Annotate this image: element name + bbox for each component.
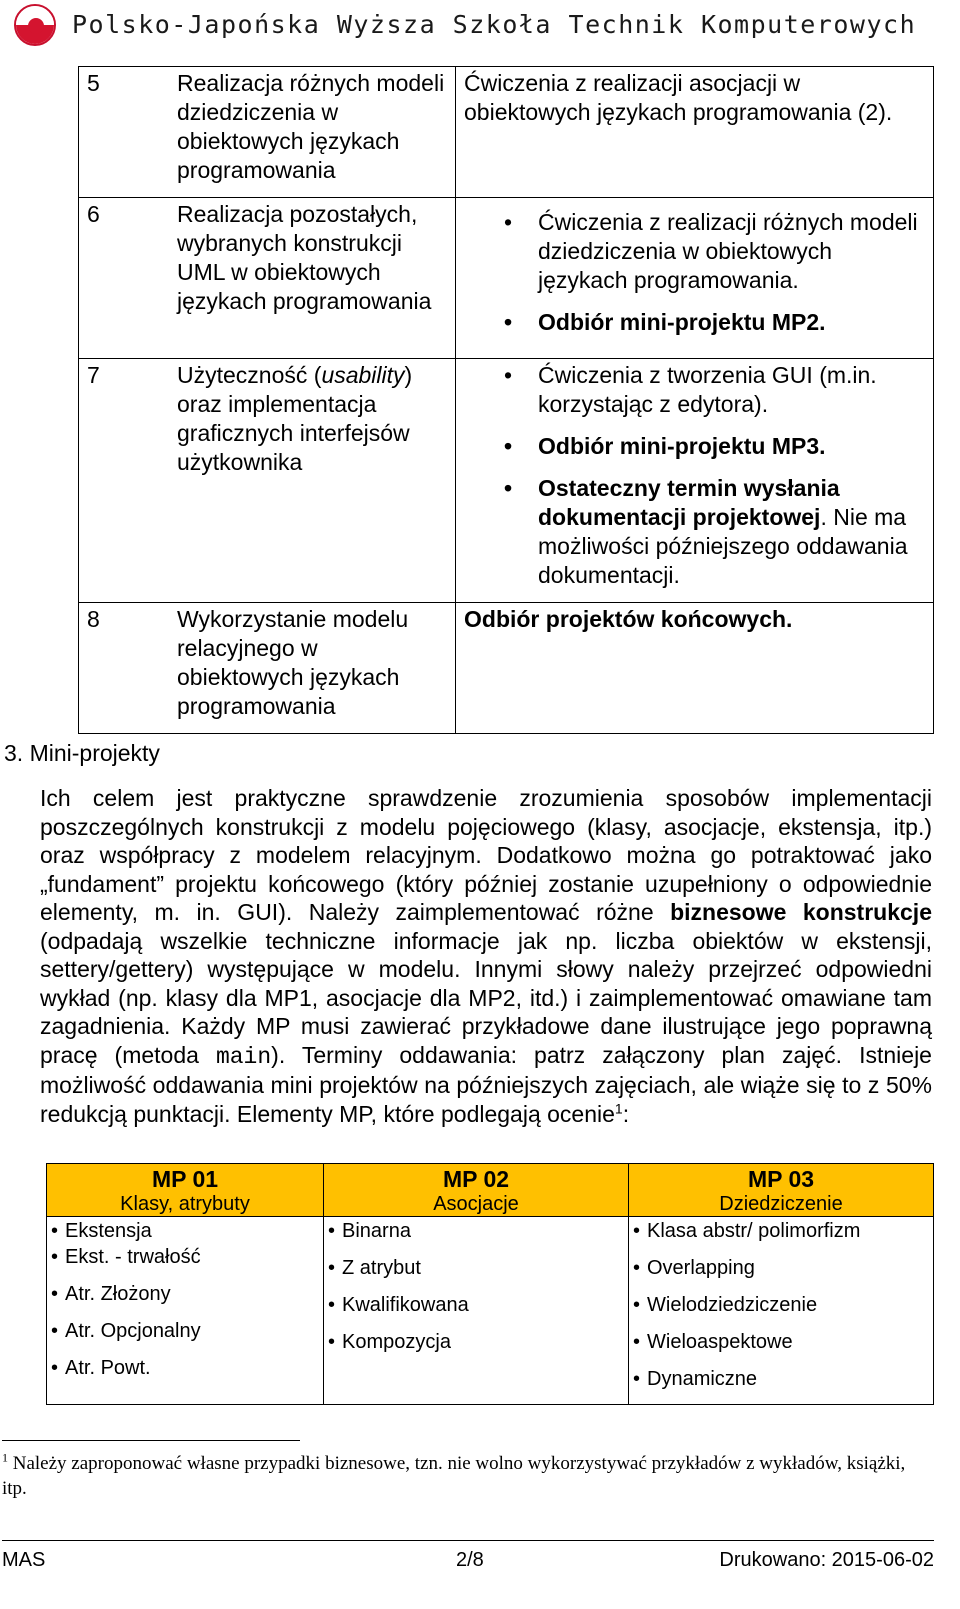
mp-items: [47, 1217, 323, 1380]
university-name: Polsko-Japońska Wyższa Szkoła Technik Komputerowych: [72, 10, 917, 39]
bullet-icon: •: [504, 475, 513, 501]
mp-table: [46, 1163, 934, 1405]
mp-items: [324, 1217, 628, 1354]
schedule-row: [79, 359, 934, 603]
list-item: • Ćwiczenia z tworzenia GUI (m.in. korzystając z edytora).: [504, 362, 877, 417]
page-header: [14, 4, 954, 48]
week-topic: Realizacja pozostałych, wybranych konstrukcji UML w obiektowych językach programowania: [177, 201, 432, 314]
schedule-table: [78, 66, 934, 734]
list-item: • Atr. Złożony: [51, 1283, 171, 1305]
bullet-icon: •: [504, 433, 513, 459]
bullet-icon: •: [504, 362, 513, 388]
footnote-ref[interactable]: 1: [614, 1099, 623, 1116]
schedule-row: [79, 67, 934, 198]
mp-items: [629, 1217, 933, 1391]
body-paragraph: Ich celem jest praktyczne sprawdzenie zrozumienia sposobów implementacji poszczególnych konstrukcji z modelu pojęciowego (klasy, asocjacje, ekstensja, itp.) oraz współpracy z modelem relacyjnym. Dodatkowo można go potraktować jako „fundament” projektu końcowego (który później zostanie uzupełniony o odpowiednie elementy, m. in. GUI). Należy zaimplementować różne biznesowe konstrukcje (odpadają wszelkie techniczne informacje jak np. liczba obiektów w ekstensji, settery/gettery) występujące w modelu. Innymi słowy należy przejrzeć odpowiedni wykład (np. klasy dla MP1, asocjacje dla MP2, itd.) i zaimplementować omawiane tam zagadnienia. Każdy MP musi zawierać przykładowe dane ilustrujące jego poprawną pracę (metoda main). Terminy oddawania: patrz załączony plan zajęć. Istnieje możliwość oddawania mini projektów na późniejszych zajęciach, ale wiąże się to z 50% redukcją punktacji. Elementy MP, które podlegają ocenie$^1$:: [40, 785, 932, 1127]
list-item: • Odbiór mini-projektu MP3.: [504, 433, 826, 459]
list-item: • Atr. Opcjonalny: [51, 1320, 201, 1342]
week-topic: Wykorzystanie modelu relacyjnego w obiektowych językach programowania: [177, 606, 409, 719]
footnote: $^1$ Należy zaproponować własne przypadki biznesowe, tzn. nie wolno wykorzystywać przykładów z wykładów, książki, itp.: [2, 1450, 906, 1499]
list-item: • Odbiór mini-projektu MP2.: [504, 309, 826, 335]
mp-column-header: MP 03 Dziedziczenie: [629, 1164, 934, 1217]
week-topic: Użyteczność (usability) oraz implementacja graficznych interfejsów użytkownika: [177, 362, 413, 475]
list-item: • Atr. Powt.: [51, 1357, 151, 1379]
week-number: 8: [87, 606, 100, 632]
week-description: Odbiór projektów końcowych.: [464, 606, 793, 632]
footer-course: MAS: [2, 1549, 46, 1571]
mp-column-header: MP 02 Asocjacje: [324, 1164, 629, 1217]
section-title: 3. Mini-projekty: [4, 740, 160, 766]
mp-table-header: [47, 1164, 934, 1217]
list-item: • Kompozycja: [328, 1331, 451, 1353]
list-item: • Overlapping: [633, 1257, 755, 1279]
list-item: • Klasa abstr/ polimorfizm: [633, 1220, 861, 1242]
week-number: 7: [87, 362, 100, 388]
bullet-icon: •: [504, 209, 513, 235]
schedule-row: [79, 603, 934, 734]
footnote-divider: [2, 1440, 300, 1441]
mp-column-header: MP 01 Klasy, atrybuty: [47, 1164, 324, 1217]
list-item: • Kwalifikowana: [328, 1294, 469, 1316]
footer-page-number: 2/8: [456, 1549, 484, 1571]
week-topic: Realizacja różnych modeli dziedziczenia w obiektowych językach programowania: [177, 70, 445, 183]
list-item: • Wielodziedziczenie: [633, 1294, 818, 1316]
list-item: • Ostateczny termin wysłania dokumentacji projektowej. Nie ma możliwości późniejszego oddawania dokumentacji.: [504, 475, 908, 588]
footer-divider: [2, 1540, 934, 1541]
list-item: • Ekst. - trwałość: [51, 1246, 201, 1268]
list-item: • Ekstensja: [51, 1220, 152, 1242]
week-bullets: [464, 208, 925, 337]
week-bullets: [464, 361, 925, 590]
list-item: • Dynamiczne: [633, 1368, 758, 1390]
list-item: • Wieloaspektowe: [633, 1331, 793, 1353]
university-logo: [14, 4, 56, 46]
list-item: • Z atrybut: [328, 1257, 421, 1279]
week-number: 6: [87, 201, 100, 227]
schedule-row: [79, 198, 934, 359]
week-number: 5: [87, 70, 100, 96]
bullet-icon: •: [504, 309, 513, 335]
mp-table-body: [47, 1217, 934, 1405]
list-item: • Binarna: [328, 1220, 411, 1242]
list-item: • Ćwiczenia z realizacji różnych modeli dziedziczenia w obiektowych językach programowania.: [504, 209, 918, 293]
footer-print-date: Drukowano: 2015-06-02: [719, 1549, 934, 1571]
week-description: Ćwiczenia z realizacji asocjacji w obiektowych językach programowania (2).: [464, 70, 893, 125]
